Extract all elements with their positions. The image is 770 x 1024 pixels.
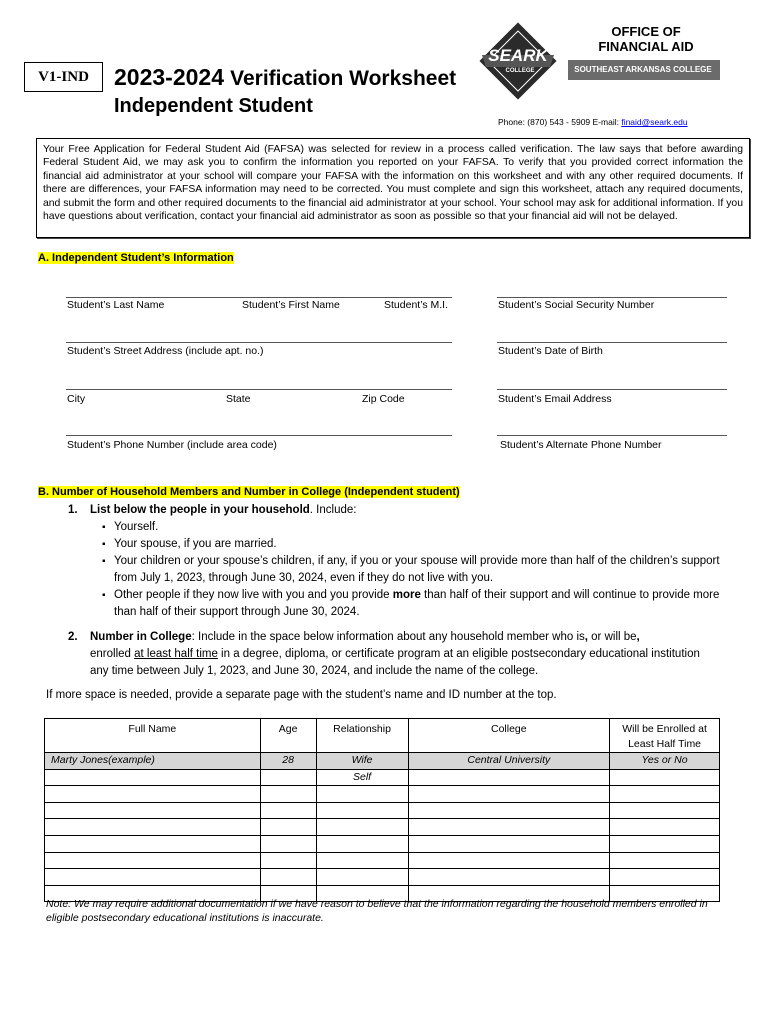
table-cell[interactable] (45, 869, 261, 886)
table-cell[interactable] (610, 869, 720, 886)
city-label: City (67, 393, 86, 405)
logo-text: SEARK (488, 46, 548, 65)
col-enrolled (610, 719, 720, 753)
table-cell[interactable] (408, 835, 610, 852)
item-1-bold: List below the people in your household (90, 504, 310, 516)
intro-box: Your Free Application for Federal Student Aid (FAFSA) was selected for review in a process called verification. The law says that before awarding Federal Student Aid, we may ask you to confirm the information you reported on your FAFSA. To verify that you provided correct information the financial aid administrator at your school will compare your FAFSA with the information on this worksheet and with any other required documents. If there are differences, your FAFSA information may need to be corrected. You must complete and sign this worksheet, attach any required documents, and submit the form and other required documents to the financial aid administrator at your school. Your school may ask for additional information. If you have questions about verification, contact your financial aid administrator as soon as possible so that your financial aid will not be delayed. (36, 138, 750, 238)
table-cell[interactable] (316, 869, 408, 886)
phone-label: Student’s Phone Number (include area code) (67, 439, 277, 451)
first-name-label: Student’s First Name (242, 299, 340, 311)
bullet-other-pre: Other people if they now live with you and you provide (114, 589, 393, 601)
table-cell[interactable] (45, 769, 261, 786)
item-2-text-d: in a degree, diploma, or certificate program at an eligible postsecondary educational institution any time between July 1, 2023, and June 30, 2024, and include the name of the college. (90, 648, 700, 677)
item-2-text-a: : Include in the space below information about any household member who is (191, 631, 585, 643)
table-row (45, 819, 720, 836)
table-row (45, 835, 720, 852)
ssn-line[interactable] (497, 297, 727, 298)
bullet-other-bold: more (392, 589, 421, 601)
table-cell[interactable] (610, 802, 720, 819)
table-cell[interactable] (408, 869, 610, 886)
bullet-other-people (102, 587, 738, 621)
item-2-underline: at least half time (134, 648, 218, 660)
page-subtitle: Independent Student (114, 95, 313, 117)
title-year: 2023-2024 (114, 64, 224, 90)
table-cell[interactable] (610, 835, 720, 852)
table-cell[interactable] (260, 769, 316, 786)
logo-sub-text: COLLEGE (505, 68, 535, 74)
table-header-row (45, 719, 720, 753)
zip-label: Zip Code (362, 393, 405, 405)
item-2-comma: , (584, 631, 588, 643)
item-1-rest: . Include: (309, 504, 357, 516)
alt-phone-label: Student’s Alternate Phone Number (500, 439, 662, 451)
section-b-heading: B. Number of Household Members and Number in College (Independent student) (38, 486, 460, 498)
table-row (45, 786, 720, 803)
household-table (44, 718, 720, 902)
office-title (576, 24, 716, 54)
col-college: College (408, 719, 610, 753)
table-row (45, 852, 720, 869)
household-bullets (102, 519, 738, 621)
col-relationship: Relationship (316, 719, 408, 753)
table-row (45, 869, 720, 886)
table-cell[interactable] (316, 819, 408, 836)
col-age: Age (260, 719, 316, 753)
last-name-label: Student’s Last Name (67, 299, 165, 311)
dob-line[interactable] (497, 342, 727, 343)
example-relationship: Wife (316, 753, 408, 770)
table-cell[interactable] (260, 802, 316, 819)
table-cell[interactable] (45, 835, 261, 852)
city-line[interactable] (66, 389, 452, 390)
table-cell[interactable] (316, 786, 408, 803)
dob-label: Student’s Date of Birth (498, 345, 603, 357)
form-code: V1-IND (24, 62, 103, 92)
table-row (45, 802, 720, 819)
alt-phone-line[interactable] (497, 435, 727, 436)
table-row-example (45, 753, 720, 770)
table-cell[interactable] (45, 852, 261, 869)
example-age: 28 (260, 753, 316, 770)
table-cell[interactable] (260, 869, 316, 886)
contact-info (498, 117, 688, 127)
self-relationship: Self (316, 769, 408, 786)
example-college: Central University (408, 753, 610, 770)
mi-label: Student’s M.I. (384, 299, 449, 311)
col-full-name: Full Name (45, 719, 261, 753)
table-cell[interactable] (316, 852, 408, 869)
bullet-yourself: ▪ Yourself. (102, 519, 738, 536)
table-cell[interactable] (45, 819, 261, 836)
table-cell[interactable] (610, 769, 720, 786)
example-enrolled: Yes or No (610, 753, 720, 770)
table-row-self (45, 769, 720, 786)
example-name: Marty Jones(example) (45, 753, 261, 770)
phone-text: Phone: (870) 543 - 5909 E-mail: (498, 117, 622, 127)
section-a-heading: A. Independent Student’s Information (38, 252, 234, 264)
table-cell[interactable] (408, 852, 610, 869)
item-1-number: 1. (68, 504, 78, 516)
space-note: If more space is needed, provide a separate page with the student’s name and ID number at the top. (46, 689, 557, 701)
item-1 (68, 502, 748, 519)
item-2: 2. Number in College: Include in the space below information about any household member who is, or will be, (68, 629, 744, 646)
footnote: Note: We may require additional documentation if we have reason to believe that the information regarding the household members enrolled in eligible postsecondary educational institutions is inaccurate. (46, 898, 708, 924)
name-line[interactable] (66, 297, 452, 298)
table-cell[interactable] (316, 835, 408, 852)
state-label: State (226, 393, 251, 405)
college-name: SOUTHEAST ARKANSAS COLLEGE (568, 60, 718, 80)
email-line[interactable] (497, 389, 727, 390)
item-2-number: 2. (68, 631, 78, 643)
bullet-spouse: ▪ Your spouse, if you are married. (102, 536, 738, 553)
table-cell[interactable] (610, 786, 720, 803)
email-link[interactable]: finaid@seark.edu (621, 117, 688, 127)
col-enrolled-line2: Least Half Time (628, 738, 702, 750)
table-cell[interactable] (408, 786, 610, 803)
col-enrolled-line1: Will be Enrolled at (622, 723, 707, 735)
office-title-line1: OFFICE OF (611, 24, 681, 39)
table-cell[interactable] (260, 786, 316, 803)
table-cell[interactable] (260, 819, 316, 836)
item-2-continued (90, 646, 720, 680)
table-cell[interactable] (408, 819, 610, 836)
item-2-text-c: enrolled (90, 648, 135, 660)
table-cell[interactable] (316, 802, 408, 819)
bullet-children: ▪ Your children or your spouse’s children, if any, if you or your spouse will provide more than half of the children’s support from July 1, 2023, through June 30, 2024, even if they do not live with you. (102, 553, 738, 587)
table-cell[interactable] (45, 802, 261, 819)
table-cell[interactable] (260, 852, 316, 869)
street-label: Student’s Street Address (include apt. no.) (67, 345, 264, 357)
item-2-bold: Number in College (90, 631, 192, 643)
table-cell[interactable] (610, 852, 720, 869)
table-cell[interactable] (408, 769, 610, 786)
email-label: Student’s Email Address (498, 393, 612, 405)
bullet-other-post: than half of their support and will continue to provide more than half of their support through June 30, 2024. (114, 589, 720, 618)
street-line[interactable] (66, 342, 452, 343)
phone-line[interactable] (66, 435, 452, 436)
table-cell[interactable] (260, 835, 316, 852)
item-2-text-b: or will be (587, 631, 637, 643)
table-cell[interactable] (45, 786, 261, 803)
title-rest: Verification Worksheet (230, 67, 457, 90)
ssn-label: Student’s Social Security Number (498, 299, 655, 311)
table-cell[interactable] (408, 802, 610, 819)
table-cell[interactable] (610, 819, 720, 836)
page-title (114, 64, 456, 91)
office-title-line2: FINANCIAL AID (598, 39, 694, 54)
